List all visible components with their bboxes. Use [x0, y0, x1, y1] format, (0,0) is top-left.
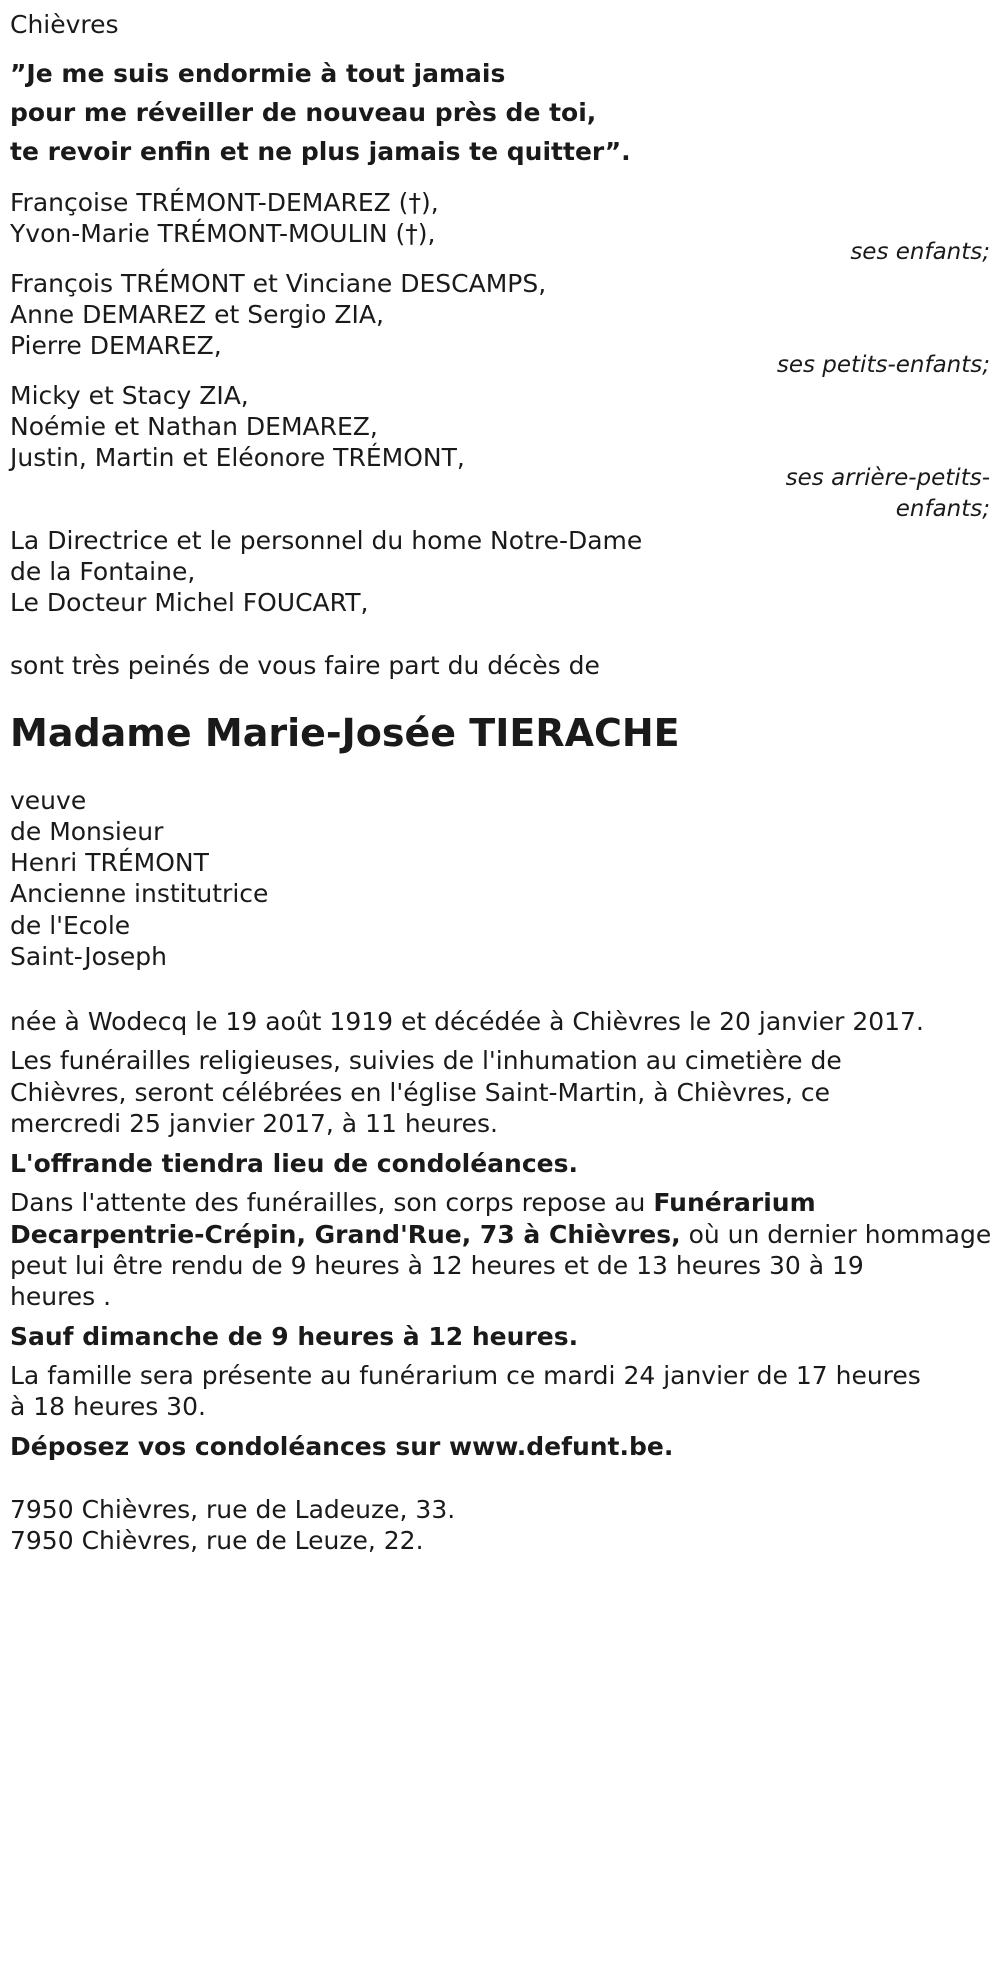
grandchild-2: Anne DEMAREZ et Sergio ZIA,: [10, 300, 384, 329]
great-grandchildren-role-1: ses arrière-petits-: [785, 465, 990, 491]
others-1: La Directrice et le personnel du home Notre-Dame: [10, 526, 643, 555]
visitation-text-2: où un dernier hommage: [680, 1220, 992, 1249]
address-1: 7950 Chièvres, rue de Ladeuze, 33.: [10, 1495, 456, 1524]
sunday-note: Sauf dimanche de 9 heures à 12 heures.: [10, 1322, 579, 1351]
detail-4: Ancienne institutrice: [10, 879, 269, 908]
great-grandchildren-role-2: enfants;: [895, 496, 990, 522]
offering: L'offrande tiendra lieu de condoléances.: [10, 1149, 578, 1178]
children-role: ses enfants;: [850, 239, 990, 265]
great-grandchild-3: Justin, Martin et Eléonore TRÉMONT,: [10, 443, 465, 472]
visitation-funerarium: Funérarium: [653, 1188, 816, 1217]
detail-2: de Monsieur: [10, 817, 164, 846]
family-presence-1: La famille sera présente au funérarium ce mardi 24 janvier de 17 heures: [10, 1361, 921, 1390]
quote-line-1: ”Je me suis endormie à tout jamais: [10, 59, 506, 88]
great-grandchild-2: Noémie et Nathan DEMAREZ,: [10, 412, 378, 441]
child-1: Françoise TRÉMONT-DEMAREZ (†),: [10, 188, 439, 217]
others-2: de la Fontaine,: [10, 557, 196, 586]
grandchildren-role: ses petits-enfants;: [776, 352, 990, 378]
detail-1: veuve: [10, 786, 87, 815]
grandchild-3: Pierre DEMAREZ,: [10, 331, 222, 360]
place: Chièvres: [10, 10, 119, 39]
grandchild-1: François TRÉMONT et Vinciane DESCAMPS,: [10, 269, 547, 298]
detail-6: Saint-Joseph: [10, 942, 167, 971]
visitation-address: Decarpentrie-Crépin, Grand'Rue, 73 à Chièvres,: [10, 1220, 681, 1249]
family-presence-2: à 18 heures 30.: [10, 1392, 206, 1421]
great-grandchild-1: Micky et Stacy ZIA,: [10, 381, 249, 410]
funeral-line-3: mercredi 25 janvier 2017, à 11 heures.: [10, 1109, 498, 1138]
funeral-line-2: Chièvres, seront célébrées en l'église Saint-Martin, à Chièvres, ce: [10, 1078, 831, 1107]
deceased-name: Madame Marie-Josée TIERACHE: [10, 711, 680, 755]
quote-line-2: pour me réveiller de nouveau près de toi,: [10, 98, 597, 127]
visitation-line-3: peut lui être rendu de 9 heures à 12 heures et de 13 heures 30 à 19: [10, 1251, 864, 1280]
quote-line-3: te revoir enfin et ne plus jamais te quitter”.: [10, 137, 631, 166]
funeral-line-1: Les funérailles religieuses, suivies de l'inhumation au cimetière de: [10, 1046, 842, 1075]
address-2: 7950 Chièvres, rue de Leuze, 22.: [10, 1526, 424, 1555]
detail-3: Henri TRÉMONT: [10, 848, 209, 877]
visitation-text-1: Dans l'attente des funérailles, son corps repose au: [10, 1188, 654, 1217]
detail-5: de l'Ecole: [10, 911, 131, 940]
others-3: Le Docteur Michel FOUCART,: [10, 588, 369, 617]
birth-death: née à Wodecq le 19 août 1919 et décédée à Chièvres le 20 janvier 2017.: [10, 1007, 924, 1036]
visitation-line-4: heures .: [10, 1282, 112, 1311]
announcement: sont très peinés de vous faire part du décès de: [10, 651, 600, 680]
condolences-note: Déposez vos condoléances sur www.defunt.be.: [10, 1432, 674, 1461]
child-2: Yvon-Marie TRÉMONT-MOULIN (†),: [10, 219, 436, 248]
